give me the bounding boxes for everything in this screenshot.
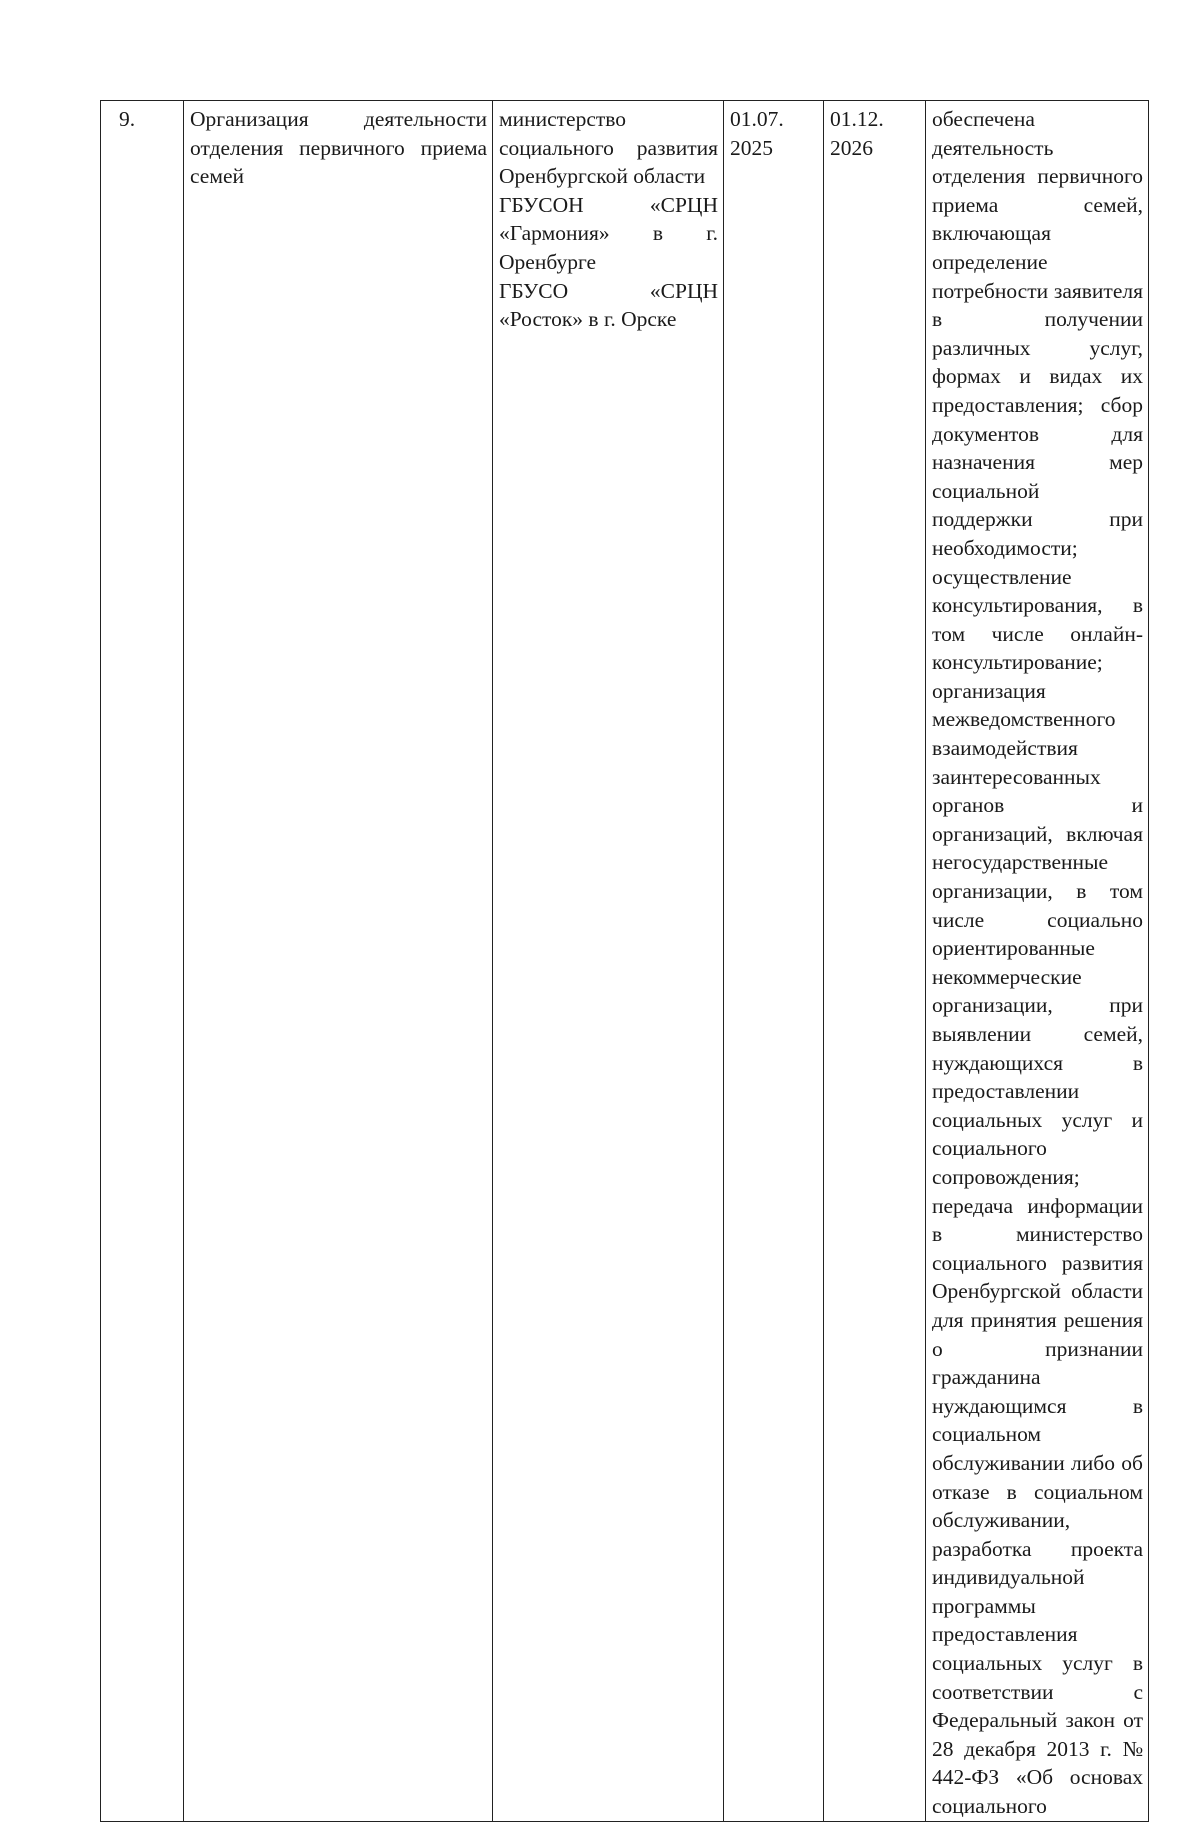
executor-garmonia: ГБУСОН «СРЦН «Гармония» в г. Оренбурге [499, 192, 718, 274]
measure-name: Организация деятельности отделения первичного приема семей [184, 101, 493, 1822]
executor-rostok: ГБУСО «СРЦН «Росток» в г. Орске [499, 278, 718, 332]
row-number: 9. [101, 101, 184, 1822]
end-date: 01.12. 2026 [824, 101, 926, 1822]
start-date: 01.07. 2025 [724, 101, 824, 1822]
executor-ministry: министерство социального развития Оренбургской области [499, 107, 718, 189]
expected-result: обеспечена деятельность отделения первичного приема семей, включающая определение потребности заявителя в получении различных услуг, формах и видах их предоставления; сбор документов для назначения мер социальной поддержки при необходимости; осуществление консультирования, в том числе онлайн-консультирование; организация межведомственного взаимодействия заинтересованных органов и организаций, включая негосударственные организации, в том числе социально ориентированные некоммерческие организации, при выявлении семей, нуждающихся в предоставлении социальных услуг и социального сопровождения; передача информации в министерство социального развития Оренбургской области для принятия решения о признании гражданина нуждающимся в социальном обслуживании либо об отказе в социальном обслуживании, разработка проекта индивидуальной программы предоставления социальных услуг в соответствии с Федеральный закон от 28 декабря 2013 г. № 442-ФЗ «Об основах социального [926, 101, 1149, 1822]
measures-table [100, 100, 1149, 1822]
executors-cell [493, 101, 724, 1822]
table-row [101, 101, 1149, 1822]
